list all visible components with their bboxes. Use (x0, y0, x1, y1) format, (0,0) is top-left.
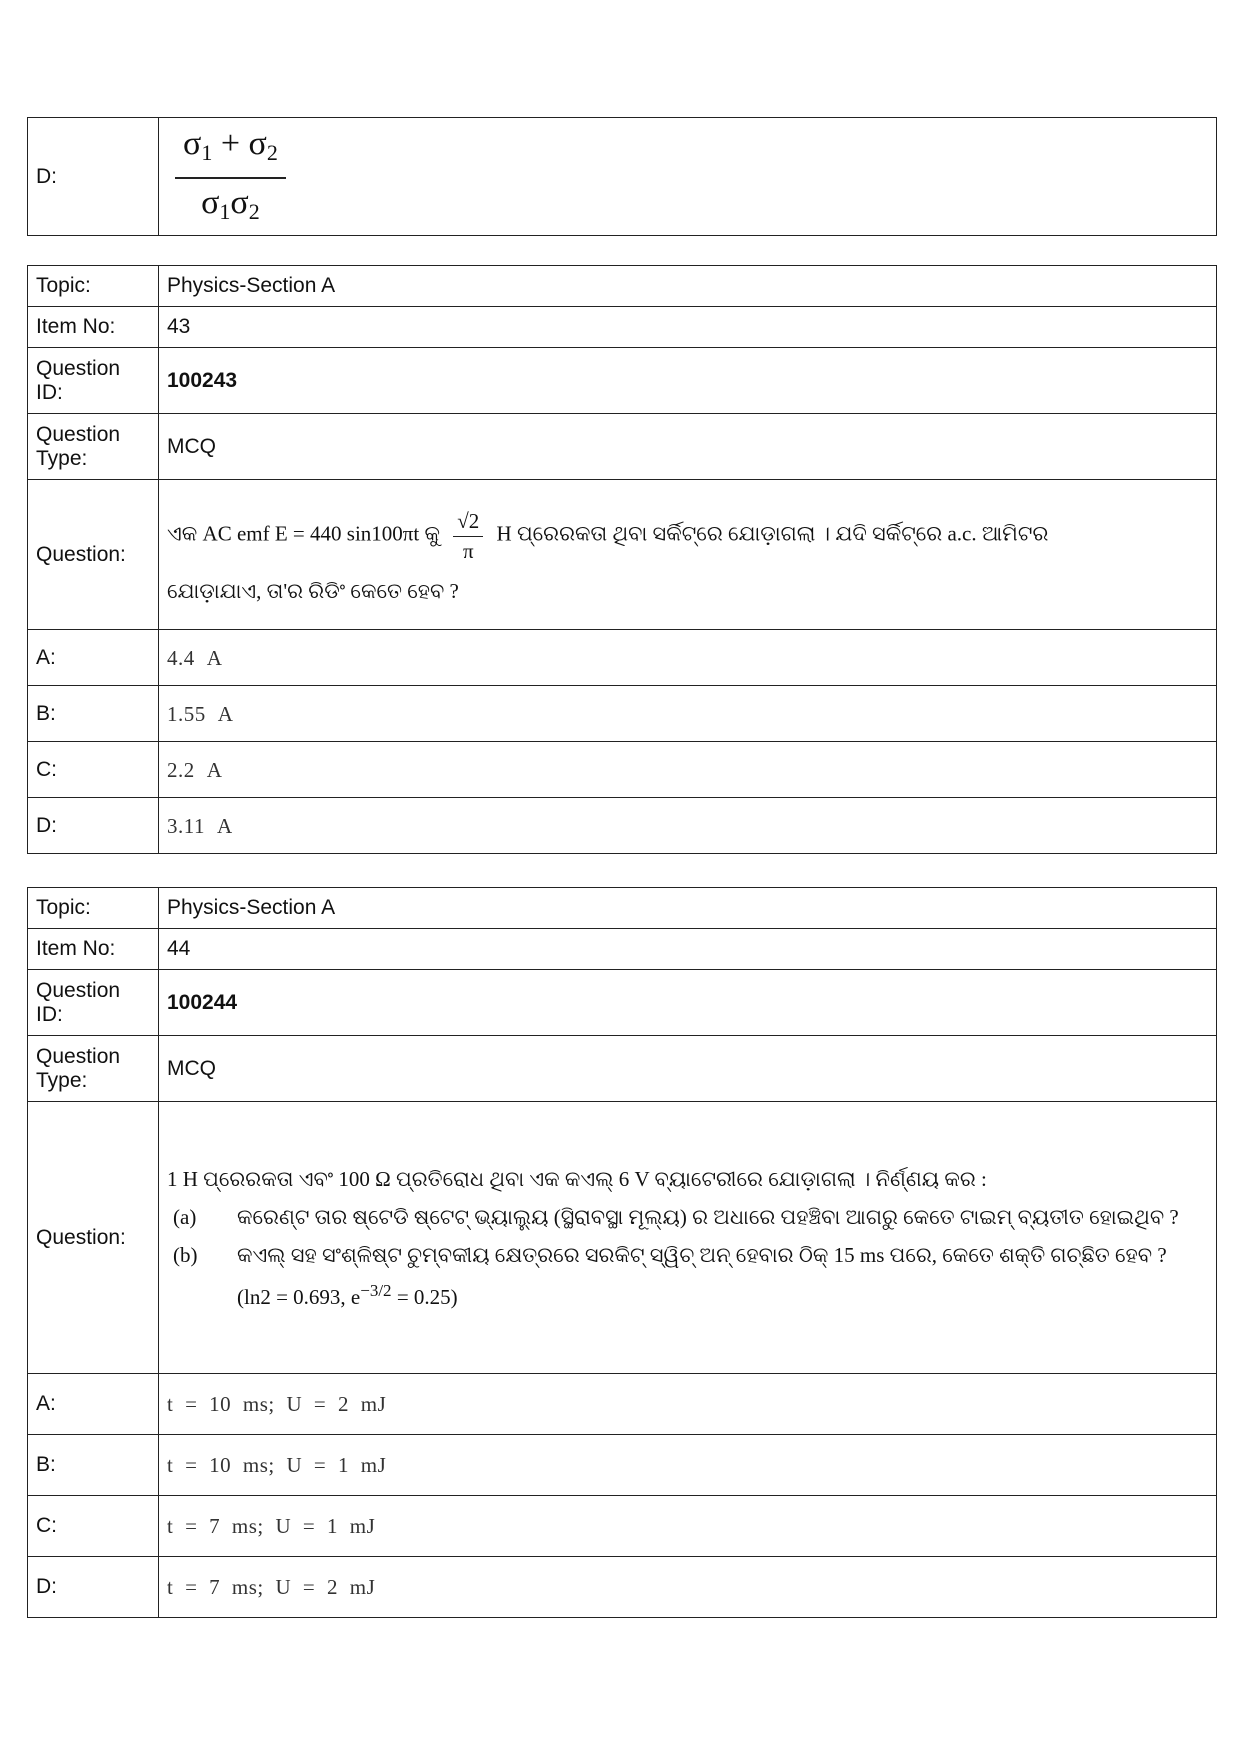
item-label: Item No: (28, 929, 159, 970)
topic-value: Physics-Section A (159, 888, 1217, 929)
option-label: A: (28, 630, 159, 686)
item-row (28, 307, 1217, 348)
option-c-answer[interactable]: t = 7 ms; U = 1 mJ (159, 1496, 1217, 1557)
inductance-fraction: $\frac{√2}{\pi}$ (453, 506, 483, 565)
question-type-label: Question Type: (28, 1036, 159, 1102)
question-id-label: Question ID: (28, 348, 159, 414)
topic-value: Physics-Section A (159, 266, 1217, 307)
item-row (28, 929, 1217, 970)
option-label: B: (28, 686, 159, 742)
option-row-d (28, 1557, 1217, 1618)
question-type-label: Question Type: (28, 414, 159, 480)
option-b-answer[interactable]: 1.55 A (159, 686, 1217, 742)
question-label: Question: (28, 1102, 159, 1374)
option-label: D: (28, 798, 159, 854)
given-values: (ln2 = 0.693, $e^{-3/2} = 0.25$) (237, 1280, 458, 1309)
question-id-label: Question ID: (28, 970, 159, 1036)
option-a-answer[interactable]: t = 10 ms; U = 2 mJ (159, 1374, 1217, 1435)
question-label: Question: (28, 480, 159, 630)
option-row-a (28, 630, 1217, 686)
question-44-table (27, 887, 1217, 1618)
option-label: D: (28, 118, 159, 236)
question-type-row (28, 414, 1217, 480)
option-d-answer[interactable]: t = 7 ms; U = 2 mJ (159, 1557, 1217, 1618)
topic-label: Topic: (28, 888, 159, 929)
question-type-value: MCQ (159, 414, 1217, 480)
prev-question-table (27, 117, 1217, 236)
sigma-fraction: $\frac{\sigma_1 + \sigma_2}{\sigma_1\sigma_2}$ (175, 124, 286, 230)
question-43-table (27, 265, 1217, 854)
option-d-answer[interactable]: 3.11 A (159, 798, 1217, 854)
option-label: B: (28, 1435, 159, 1496)
item-number: 44 (159, 929, 1217, 970)
option-label: D: (28, 1557, 159, 1618)
question-id-row (28, 970, 1217, 1036)
option-a-answer[interactable]: 4.4 A (159, 630, 1217, 686)
sub-question-b: (b) କଏଲ୍ ସହ ସଂଶ୍ଳିଷ୍ଟ ଚୁମ୍ବକୀୟ କ୍ଷେତ୍ରରେ ସରକିଟ୍ ସ୍ୱିଚ୍ ଅନ୍ ହେବାର ଠିକ୍ 15 ms ପରେ, କେତେ ଶକ୍ତି ଗଚ୍ଛିତ ହେବ ? (173, 1242, 1167, 1267)
option-row-d (28, 798, 1217, 854)
option-row-d (28, 118, 1217, 236)
topic-row (28, 266, 1217, 307)
option-d-formula (159, 118, 1217, 236)
question-type-row (28, 1036, 1217, 1102)
question-id-value: 100244 (159, 970, 1217, 1036)
option-row-a (28, 1374, 1217, 1435)
option-row-b (28, 686, 1217, 742)
option-row-c (28, 1496, 1217, 1557)
item-label: Item No: (28, 307, 159, 348)
topic-row (28, 888, 1217, 929)
question-intro: 1 H ପ୍ରେରକତା ଏବଂ 100 Ω ପ୍ରତିରୋଧ ଥିବା ଏକ କଏଲ୍ 6 V ବ୍ୟାଟେରୀରେ ଯୋଡ଼ାଗଲା । ନିର୍ଣ୍ଣୟ କର : (167, 1166, 987, 1191)
topic-label: Topic: (28, 266, 159, 307)
option-row-c (28, 742, 1217, 798)
option-c-answer[interactable]: 2.2 A (159, 742, 1217, 798)
option-b-answer[interactable]: t = 10 ms; U = 1 mJ (159, 1435, 1217, 1496)
question-text: ଏକ AC emf E = 440 sin100πt କୁ $\frac{√2}{\pi}$ H ପ୍ରେରକତା ଥିବା ସର୍କିଟ୍‌ରେ ଯୋଡ଼ାଗଲା । ଯଦି ସର୍କିଟ୍‌ରେ a.c. ଆମିଟର ଯୋଡ଼ାଯାଏ, ତା'ର ରିଡିଂ କେତେ ହେବ ? (159, 480, 1217, 630)
option-label: A: (28, 1374, 159, 1435)
option-label: C: (28, 1496, 159, 1557)
question-id-value: 100243 (159, 348, 1217, 414)
option-label: C: (28, 742, 159, 798)
question-type-value: MCQ (159, 1036, 1217, 1102)
sub-question-a: (a) କରେଣ୍ଟ ତାର ଷ୍ଟେଡି ଷ୍ଟେଟ୍ ଭ୍ୟାଲ୍ୟୁ (ସ୍ଥିରାବସ୍ଥା ମୂଲ୍ୟ) ର ଅଧାରେ ପହଞ୍ଚିବା ଆଗରୁ କେତେ ଟାଇମ୍ ବ୍ୟତୀତ ହୋଇଥିବ ? (173, 1204, 1179, 1229)
question-id-row (28, 348, 1217, 414)
question-text (159, 1102, 1217, 1374)
question-row (28, 1102, 1217, 1374)
option-row-b (28, 1435, 1217, 1496)
item-number: 43 (159, 307, 1217, 348)
question-row (28, 480, 1217, 630)
